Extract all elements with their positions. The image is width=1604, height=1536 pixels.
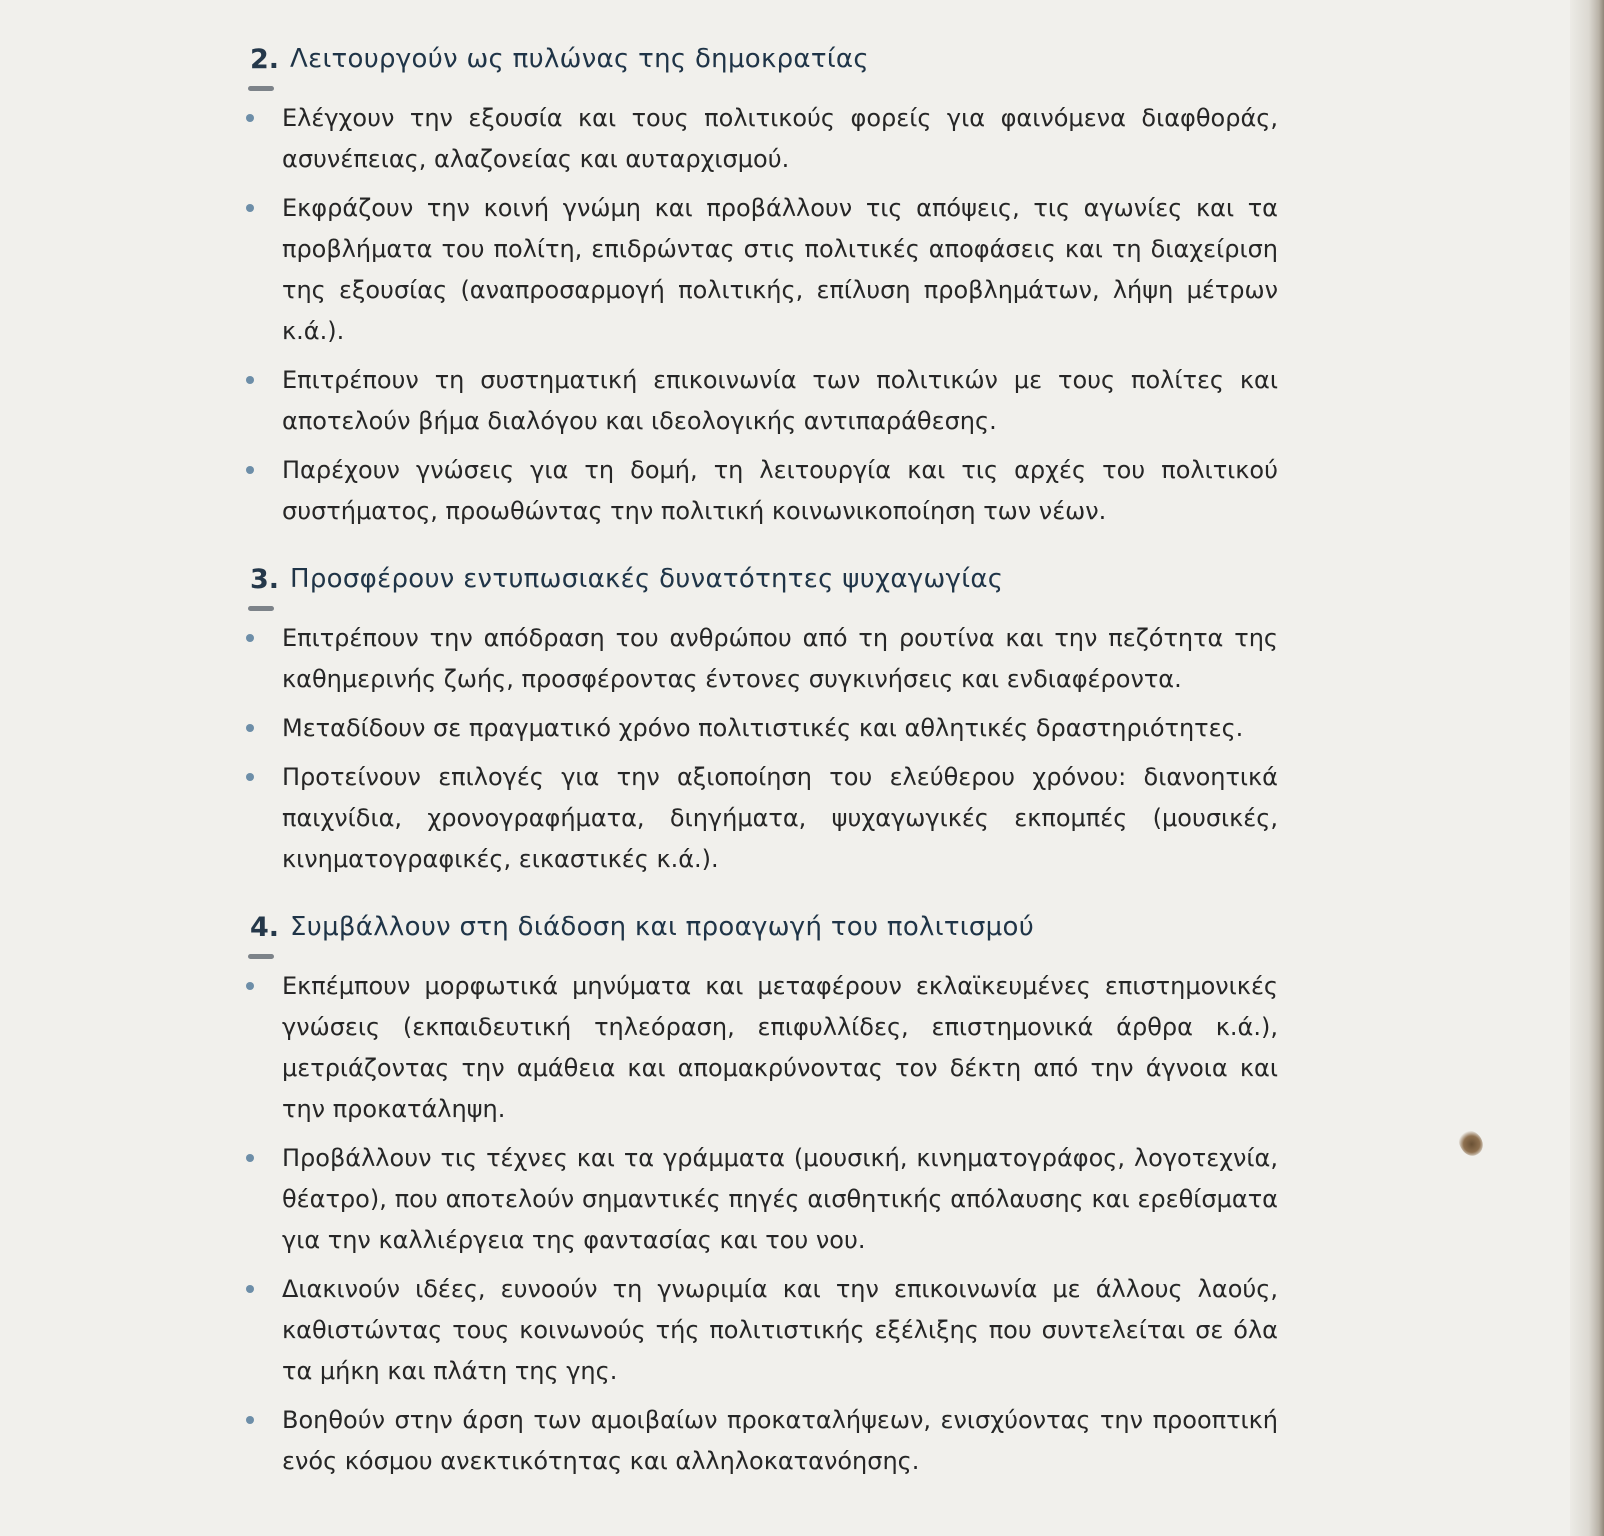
paper-stain xyxy=(1455,1126,1487,1160)
list-item xyxy=(246,1138,1278,1261)
bullet-icon xyxy=(246,724,254,732)
section-heading xyxy=(246,560,1278,606)
list-item-text: Εκπέμπουν μορφωτικά μηνύματα και μεταφέρουν εκλαϊκευμένες επιστημονικές γνώσεις (εκπαιδευτική τηλεόραση, επιφυλλίδες, επιστημονικά άρθρα κ.ά.), μετριάζοντας την αμάθεια και απομακρύνοντας τον δέκτη από την άγνοια και την προκατάληψη. xyxy=(282,972,1278,1123)
list-item-text: Επιτρέπουν τη συστηματική επικοινωνία των πολιτικών με τους πολίτες και αποτελούν βήμα διαλόγου και ιδεολογικής αντιπαράθεσης. xyxy=(282,366,1278,435)
bullet-icon xyxy=(246,376,254,384)
bullet-list xyxy=(246,966,1278,1482)
list-item-text: Προτείνουν επιλογές για την αξιοποίηση του ελεύθερου χρόνου: διανοητικά παιχνίδια, χρονογραφήματα, διηγήματα, ψυχαγωγικές εκπομπές (μουσικές, κινηματογραφικές, εικαστικές κ.ά.). xyxy=(282,763,1278,873)
list-item xyxy=(246,1269,1278,1392)
bullet-icon xyxy=(246,1285,254,1293)
section-title: Λειτουργούν ως πυλώνας της δημοκρατίας xyxy=(290,44,869,74)
section-number: 3. xyxy=(250,564,280,595)
list-item xyxy=(246,966,1278,1130)
bullet-icon xyxy=(246,634,254,642)
bullet-icon xyxy=(246,1154,254,1162)
section-number: 4. xyxy=(250,912,280,943)
heading-underline-mark xyxy=(248,954,274,959)
section-2 xyxy=(246,40,1278,532)
bullet-icon xyxy=(246,773,254,781)
bullet-icon xyxy=(246,982,254,990)
list-item-text: Ελέγχουν την εξουσία και τους πολιτικούς φορείς για φαινόμενα διαφθοράς, ασυνέπειας, αλαζονείας και αυταρχισμού. xyxy=(282,104,1278,173)
heading-underline-mark xyxy=(248,86,274,91)
list-item xyxy=(246,450,1278,532)
document-body xyxy=(246,40,1278,1510)
list-item-text: Διακινούν ιδέες, ευνοούν τη γνωριμία και την επικοινωνία με άλλους λαούς, καθιστώντας τους κοινωνούς τής πολιτιστικής εξέλιξης που συντελείται σε όλα τα μήκη και πλάτη της γης. xyxy=(282,1275,1278,1385)
bullet-list xyxy=(246,618,1278,880)
bullet-icon xyxy=(246,204,254,212)
list-item-text: Προβάλλουν τις τέχνες και τα γράμματα (μουσική, κινηματογράφος, λογοτεχνία, θέατρο), που αποτελούν σημαντικές πηγές αισθητικής απόλαυσης και ερεθίσματα για την καλλιέργεια της φαντασίας και του νου. xyxy=(282,1144,1278,1254)
section-heading xyxy=(246,908,1278,954)
page-edge-shadow xyxy=(1570,0,1604,1536)
list-item xyxy=(246,360,1278,442)
list-item-text: Επιτρέπουν την απόδραση του ανθρώπου από τη ρουτίνα και την πεζότητα της καθημερινής ζωής, προσφέροντας έντονες συγκινήσεις και ενδιαφέροντα. xyxy=(282,624,1278,693)
section-title: Συμβάλλουν στη διάδοση και προαγωγή του πολιτισμού xyxy=(290,912,1035,942)
bullet-icon xyxy=(246,466,254,474)
list-item-text: Παρέχουν γνώσεις για τη δομή, τη λειτουργία και τις αρχές του πολιτικού συστήματος, προωθώντας την πολιτική κοινωνικοποίηση των νέων. xyxy=(282,456,1278,525)
list-item xyxy=(246,757,1278,880)
list-item-text: Μεταδίδουν σε πραγματικό χρόνο πολιτιστικές και αθλητικές δραστηριότητες. xyxy=(282,714,1244,742)
section-3 xyxy=(246,560,1278,880)
bullet-list xyxy=(246,98,1278,532)
section-heading xyxy=(246,40,1278,86)
section-4 xyxy=(246,908,1278,1482)
list-item xyxy=(246,98,1278,180)
list-item xyxy=(246,708,1278,749)
list-item xyxy=(246,1400,1278,1482)
list-item xyxy=(246,618,1278,700)
bullet-icon xyxy=(246,114,254,122)
bullet-icon xyxy=(246,1416,254,1424)
list-item xyxy=(246,188,1278,352)
list-item-text: Εκφράζουν την κοινή γνώμη και προβάλλουν τις απόψεις, τις αγωνίες και τα προβλήματα του πολίτη, επιδρώντας στις πολιτικές αποφάσεις και τη διαχείριση της εξουσίας (αναπροσαρμογή πολιτικής, επίλυση προβλημάτων, λήψη μέτρων κ.ά.). xyxy=(282,194,1278,345)
section-title: Προσφέρουν εντυπωσιακές δυνατότητες ψυχαγωγίας xyxy=(290,564,1004,594)
list-item-text: Βοηθούν στην άρση των αμοιβαίων προκαταλήψεων, ενισχύοντας την προοπτική ενός κόσμου ανεκτικότητας και αλληλοκατανόησης. xyxy=(282,1406,1278,1475)
heading-underline-mark xyxy=(248,606,274,611)
section-number: 2. xyxy=(250,44,280,75)
